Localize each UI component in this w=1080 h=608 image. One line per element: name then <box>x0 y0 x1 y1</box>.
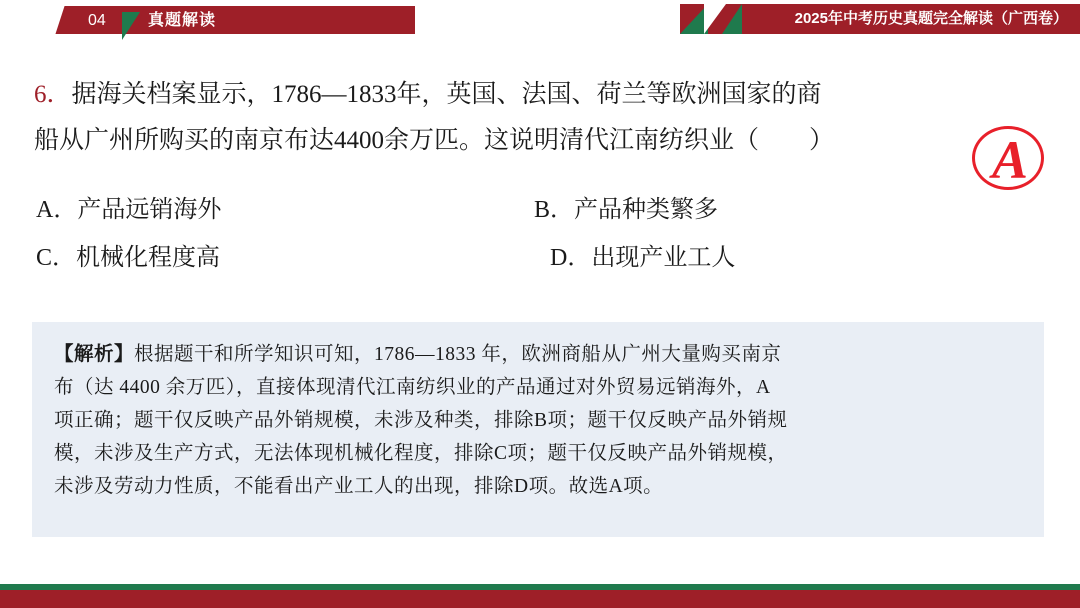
header-right-group <box>640 4 1080 34</box>
analysis-panel <box>32 322 1044 537</box>
question-block <box>34 72 1044 164</box>
analysis-line-2: 布（达 4400 余万匹），直接体现清代江南纺织业的产品通过对外贸易远销海外，A <box>54 377 771 398</box>
page-header <box>0 0 1080 40</box>
options-block <box>34 186 1044 282</box>
option-d-label: D． <box>550 245 592 271</box>
option-a[interactable] <box>36 186 221 234</box>
option-c[interactable] <box>36 234 220 282</box>
analysis-line-5: 未涉及劳动力性质，不能看出产业工人的出现，排除D项。故选A项。 <box>54 476 664 497</box>
question-number: 6 <box>34 81 47 108</box>
options-row-2 <box>34 234 1044 282</box>
question-text-line-2: 船从广州所购买的南京布达4400余万匹。这说明清代江南纺织业（ ） <box>34 127 835 154</box>
header-section-title: 真题解读 <box>148 12 217 29</box>
option-d-text: 出现产业工人 <box>591 245 736 271</box>
option-c-text: 机械化程度高 <box>76 245 221 271</box>
options-row-1 <box>34 186 1044 234</box>
analysis-line-3: 项正确；题干仅反映产品外销规模，未涉及种类，排除B项；题干仅反映产品外销规 <box>54 410 788 431</box>
option-b[interactable] <box>534 186 718 234</box>
option-b-text: 产品种类繁多 <box>574 197 719 223</box>
question-line-1 <box>34 72 1044 118</box>
analysis-text-1: 根据题干和所学知识可知，1786—1833 年，欧洲商船从广州大量购买南京 <box>134 344 782 365</box>
question-number-suffix: ． <box>46 81 72 108</box>
option-a-text: 产品远销海外 <box>77 197 222 223</box>
option-a-label: A． <box>36 197 78 223</box>
question-line-2 <box>34 118 1044 164</box>
header-number-label: 04 <box>88 12 106 29</box>
analysis-tag: 【解析】 <box>54 344 135 365</box>
option-c-label: C． <box>36 245 77 271</box>
analysis-line-4: 模，未涉及生产方式，无法体现机械化程度，排除C项；题干仅反映产品外销规模， <box>54 443 788 464</box>
option-d[interactable] <box>550 234 735 282</box>
header-right-title: 2025年中考历史真题完全解读（广西卷） <box>794 10 1068 27</box>
answer-mark: A <box>991 130 1029 190</box>
analysis-line-1 <box>54 338 1022 371</box>
footer-red-bar <box>0 590 1080 608</box>
header-right-banner <box>680 4 1080 34</box>
question-text-line-1: 据海关档案显示，1786—1833年，英国、法国、荷兰等欧洲国家的商 <box>71 81 822 108</box>
header-left-group <box>60 6 415 34</box>
header-right-accent-3-icon <box>722 4 742 34</box>
option-b-label: B． <box>534 197 575 223</box>
